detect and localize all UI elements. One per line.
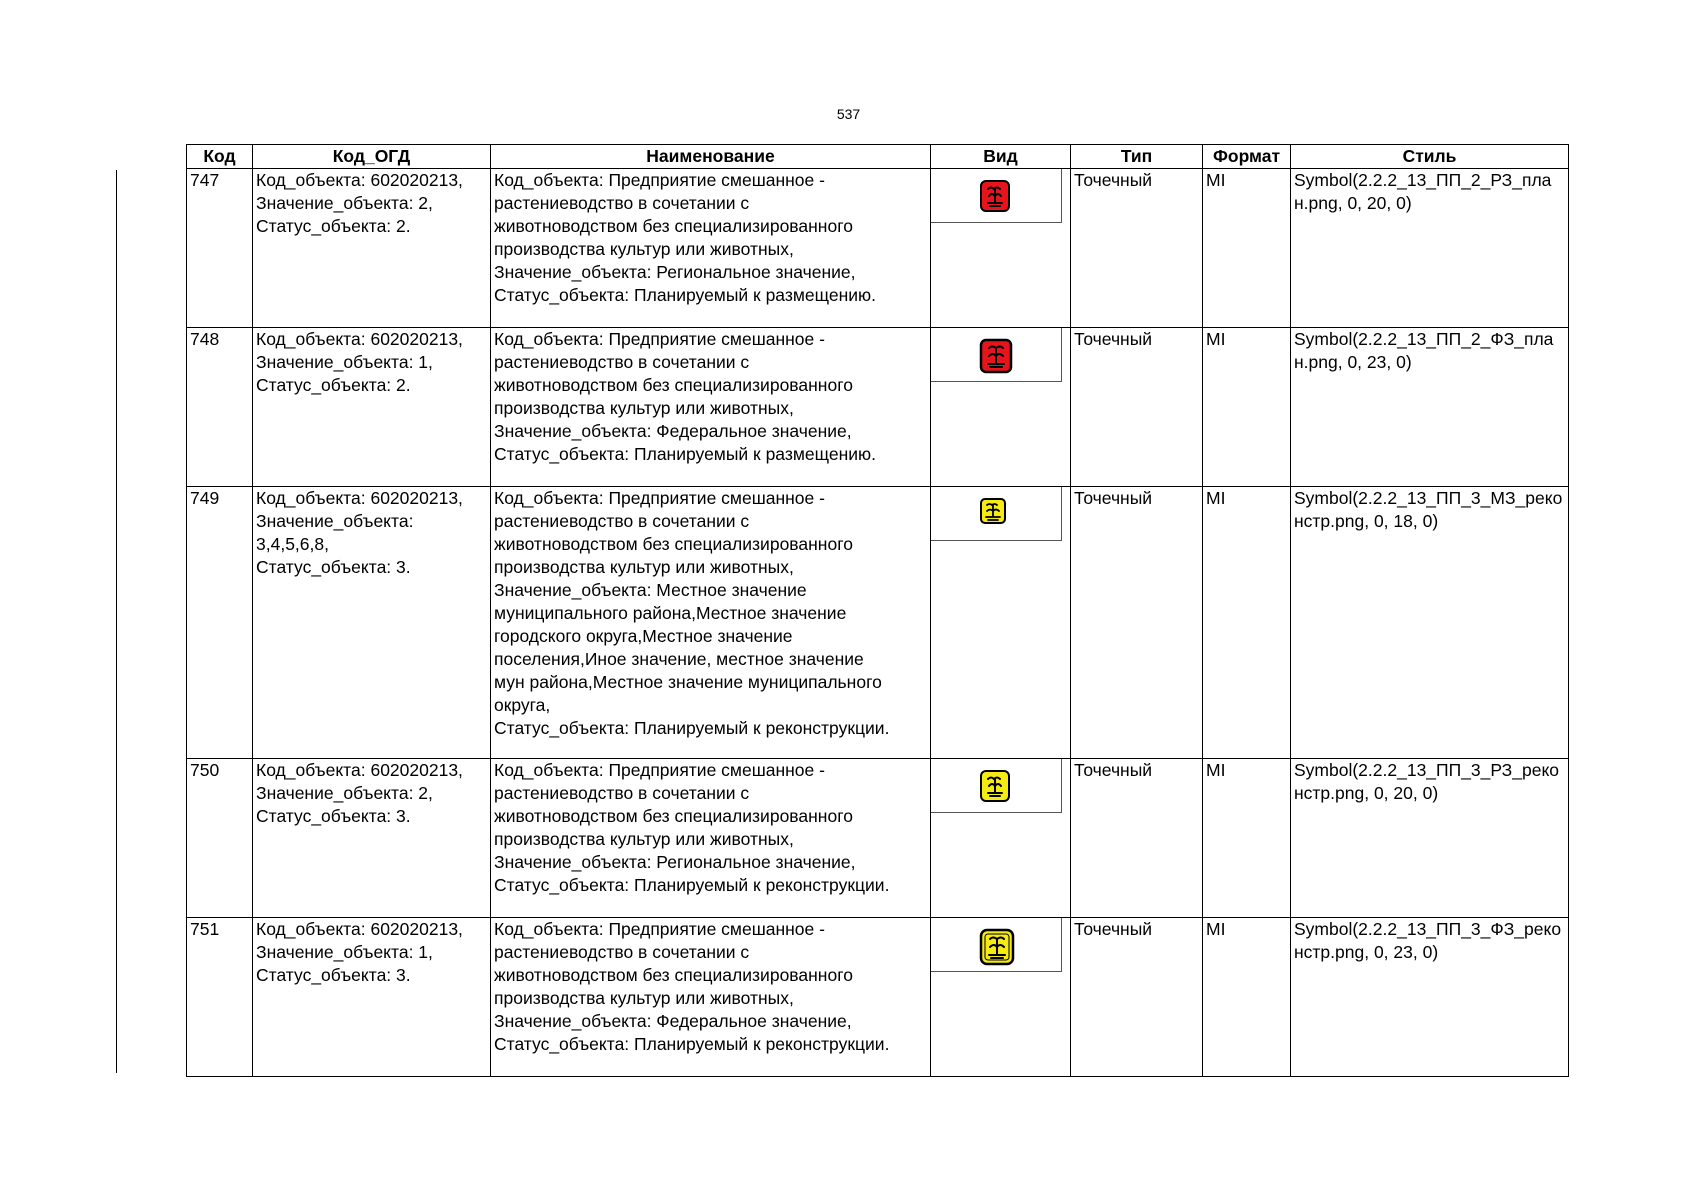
mixed-enterprise-symbol-icon — [979, 497, 1007, 525]
cell-name: Код_объекта: Предприятие смешанное - растениеводство в сочетании с животноводством без специализированного производства культур или животных, Значение_объекта: Федеральное значение, Статус_объекта: Планируемый к размещению. — [491, 328, 931, 487]
cell-style: Symbol(2.2.2_13_ПП_3_МЗ_реконстр.png, 0, 18, 0) — [1291, 487, 1569, 759]
cell-vid — [931, 759, 1071, 918]
cell-vid — [931, 169, 1071, 328]
cell-format: MI — [1203, 169, 1291, 328]
table-row — [187, 169, 1569, 328]
column-header-format: Формат — [1203, 145, 1291, 169]
symbol-registry-table — [186, 144, 1569, 1077]
cell-name: Код_объекта: Предприятие смешанное - растениеводство в сочетании с животноводством без специализированного производства культур или животных, Значение_объекта: Федеральное значение, Статус_объекта: Планируемый к реконструкции. — [491, 918, 931, 1077]
column-header-tip: Тип — [1071, 145, 1203, 169]
cell-kod: 751 — [187, 918, 253, 1077]
cell-tip: Точечный — [1071, 487, 1203, 759]
cell-name: Код_объекта: Предприятие смешанное - растениеводство в сочетании с животноводством без специализированного производства культур или животных, Значение_объекта: Местное значение муниципального района,Местное значение городского округа,Местное значение поселения,Иное значение, местное значение мун района,Местное значение муниципального округа, Статус_объекта: Планируемый к реконструкции. — [491, 487, 931, 759]
cell-tip: Точечный — [1071, 328, 1203, 487]
cell-kod: 747 — [187, 169, 253, 328]
cell-kod-ogd: Код_объекта: 602020213, Значение_объекта: 2, Статус_объекта: 2. — [253, 169, 491, 328]
cell-kod: 748 — [187, 328, 253, 487]
cell-vid — [931, 918, 1071, 1077]
cell-tip: Точечный — [1071, 918, 1203, 1077]
cell-tip: Точечный — [1071, 759, 1203, 918]
cell-vid — [931, 328, 1071, 487]
table-row — [187, 487, 1569, 759]
cell-format: MI — [1203, 487, 1291, 759]
cell-style: Symbol(2.2.2_13_ПП_2_РЗ_план.png, 0, 20, 0) — [1291, 169, 1569, 328]
table-row — [187, 328, 1569, 487]
symbol-preview-box — [931, 169, 1062, 223]
cell-format: MI — [1203, 759, 1291, 918]
cell-vid — [931, 487, 1071, 759]
cell-tip: Точечный — [1071, 169, 1203, 328]
cell-kod-ogd: Код_объекта: 602020213, Значение_объекта: 2, Статус_объекта: 3. — [253, 759, 491, 918]
cell-name: Код_объекта: Предприятие смешанное - растениеводство в сочетании с животноводством без специализированного производства культур или животных, Значение_объекта: Региональное значение, Статус_объекта: Планируемый к размещению. — [491, 169, 931, 328]
symbol-preview-box — [931, 487, 1062, 541]
margin-line — [116, 170, 117, 1073]
symbol-preview-box — [931, 328, 1062, 382]
column-header-kod-ogd: Код_ОГД — [253, 145, 491, 169]
cell-format: MI — [1203, 328, 1291, 487]
column-header-name: Наименование — [491, 145, 931, 169]
cell-kod: 750 — [187, 759, 253, 918]
cell-kod-ogd: Код_объекта: 602020213, Значение_объекта: 1, Статус_объекта: 3. — [253, 918, 491, 1077]
cell-kod-ogd: Код_объекта: 602020213, Значение_объекта: 3,4,5,6,8, Статус_объекта: 3. — [253, 487, 491, 759]
cell-kod-ogd: Код_объекта: 602020213, Значение_объекта: 1, Статус_объекта: 2. — [253, 328, 491, 487]
page-number: 537 — [836, 106, 861, 122]
cell-style: Symbol(2.2.2_13_ПП_2_ФЗ_план.png, 0, 23, 0) — [1291, 328, 1569, 487]
cell-kod: 749 — [187, 487, 253, 759]
mixed-enterprise-symbol-icon — [979, 769, 1011, 803]
cell-style: Symbol(2.2.2_13_ПП_3_ФЗ_реконстр.png, 0, 23, 0) — [1291, 918, 1569, 1077]
symbol-preview-box — [931, 759, 1062, 813]
cell-name: Код_объекта: Предприятие смешанное - растениеводство в сочетании с животноводством без специализированного производства культур или животных, Значение_объекта: Региональное значение, Статус_объекта: Планируемый к реконструкции. — [491, 759, 931, 918]
column-header-kod: Код — [187, 145, 253, 169]
table-header-row — [187, 145, 1569, 169]
mixed-enterprise-symbol-icon — [979, 338, 1013, 374]
cell-style: Symbol(2.2.2_13_ПП_3_РЗ_реконстр.png, 0, 20, 0) — [1291, 759, 1569, 918]
table-row — [187, 918, 1569, 1077]
mixed-enterprise-symbol-icon — [979, 928, 1015, 966]
table-row — [187, 759, 1569, 918]
symbol-preview-box — [931, 918, 1062, 972]
mixed-enterprise-symbol-icon — [979, 179, 1011, 213]
cell-format: MI — [1203, 918, 1291, 1077]
column-header-style: Стиль — [1291, 145, 1569, 169]
column-header-vid: Вид — [931, 145, 1071, 169]
